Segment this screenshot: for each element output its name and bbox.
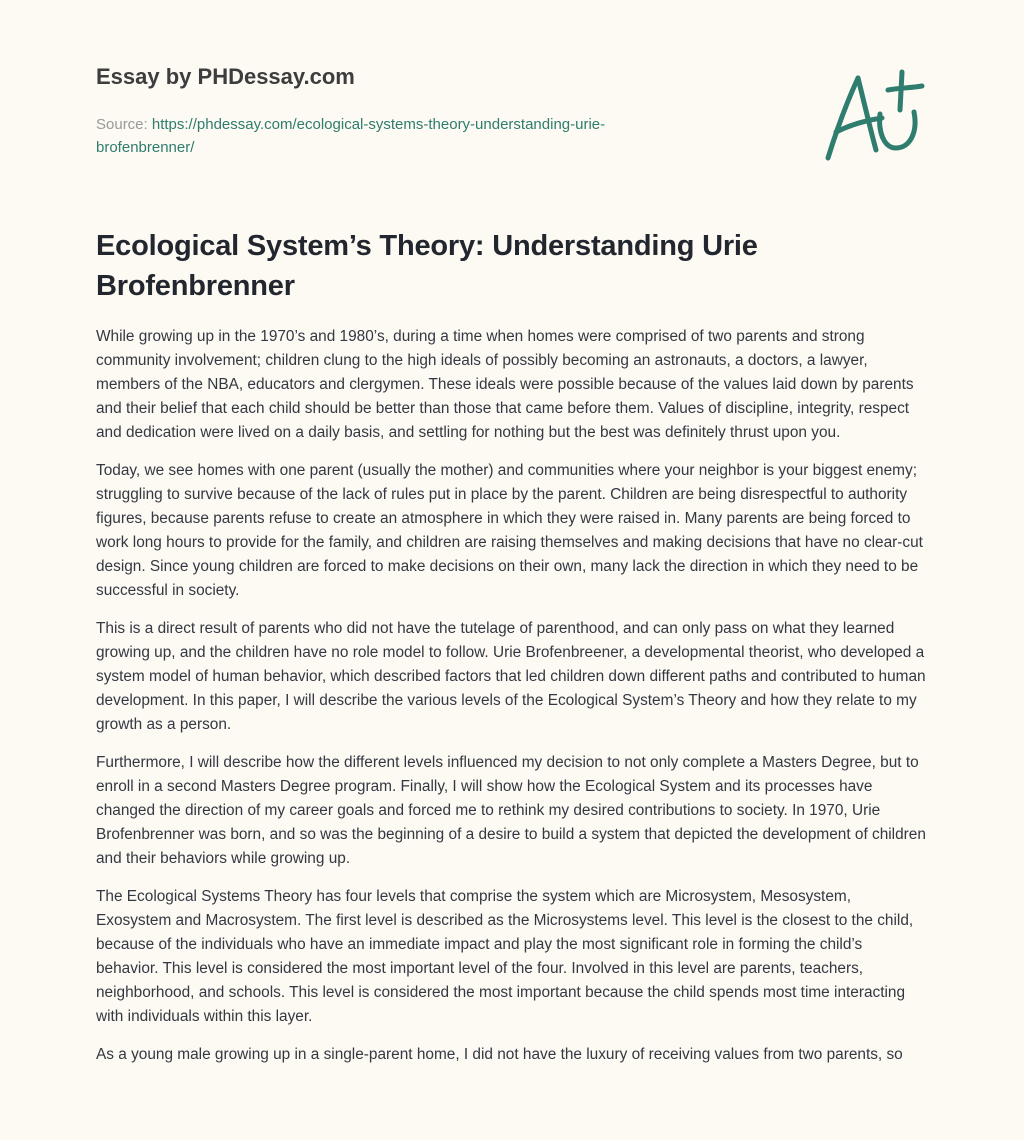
- a-plus-logo-icon: [822, 66, 926, 166]
- essay-paragraph: While growing up in the 1970’s and 1980’s, during a time when homes were comprised of two parents and strong community involvement; children clung to the high ideals of possibly becoming an astronauts, a doctors, a lawyer, members of the NBA, educators and clergymen. These ideals were possible because of the values laid down by parents and their belief that each child should be better than those that came before them. Values of discipline, integrity, respect and dedication were lived on a daily basis, and settling for nothing but the best was definitely thrust upon you.: [96, 328, 914, 441]
- essay-paragraph: The Ecological Systems Theory has four levels that comprise the system which are Microsystem, Mesosystem, Exosystem and Macrosystem. The first level is described as the Microsystems level. This level is the closest to the child, because of the individuals who have an immediate impact and play the most significant role in forming the child’s behavior. This level is considered the most important level of the four. Involved in this level are parents, teachers, neighborhood, and schools. This level is considered the most important because the child spends most time interacting with individuals within this layer.: [96, 888, 914, 1025]
- site-header: [96, 0, 928, 180]
- source-label: Source:: [96, 116, 148, 133]
- essay-paragraph: Furthermore, I will describe how the different levels influenced my decision to not only complete a Masters Degree, but to enroll in a second Masters Degree program. Finally, I will show how the Ecological System and its processes have changed the direction of my career goals and forced me to rethink my desired contributions to society. In 1970, Urie Brofenbrenner was born, and so was the beginning of a desire to build a system that depicted the development of children and their behaviors while growing up.: [96, 754, 926, 867]
- source-line: [96, 113, 696, 159]
- site-brand: Essay by PHDessay.com: [96, 64, 355, 89]
- essay-paragraph: This is a direct result of parents who did not have the tutelage of parenthood, and can only pass on what they learned growing up, and the children have no role model to follow. Urie Brofenbreener, a developmental theorist, who developed a system model of human behavior, which described factors that led children down different paths and contributed to human development. In this paper, I will describe the various levels of the Ecological System’s Theory and how they relate to my growth as a person.: [96, 620, 926, 733]
- essay-body: [96, 325, 928, 1081]
- essay-title: Ecological System’s Theory: Understanding Urie Brofenbrenner: [96, 230, 758, 302]
- essay-page: [96, 0, 928, 1063]
- essay-paragraph: Today, we see homes with one parent (usually the mother) and communities where your neighbor is your biggest enemy; struggling to survive because of the lack of rules put in place by the parent. Children are being disrespectful to authority figures, because parents refuse to create an atmosphere in which they were raised in. Many parents are being forced to work long hours to provide for the family, and children are raising themselves and making decisions that have no clear-cut design. Since young children are forced to make decisions on their own, many lack the direction in which they need to be successful in society.: [96, 462, 923, 599]
- essay-paragraph: As a young male growing up in a single-parent home, I did not have the luxury of receiving values from two parents, so: [96, 1046, 903, 1063]
- source-link[interactable]: https://phdessay.com/ecological-systems-theory-understanding-urie-brofenbrenner/: [96, 116, 606, 156]
